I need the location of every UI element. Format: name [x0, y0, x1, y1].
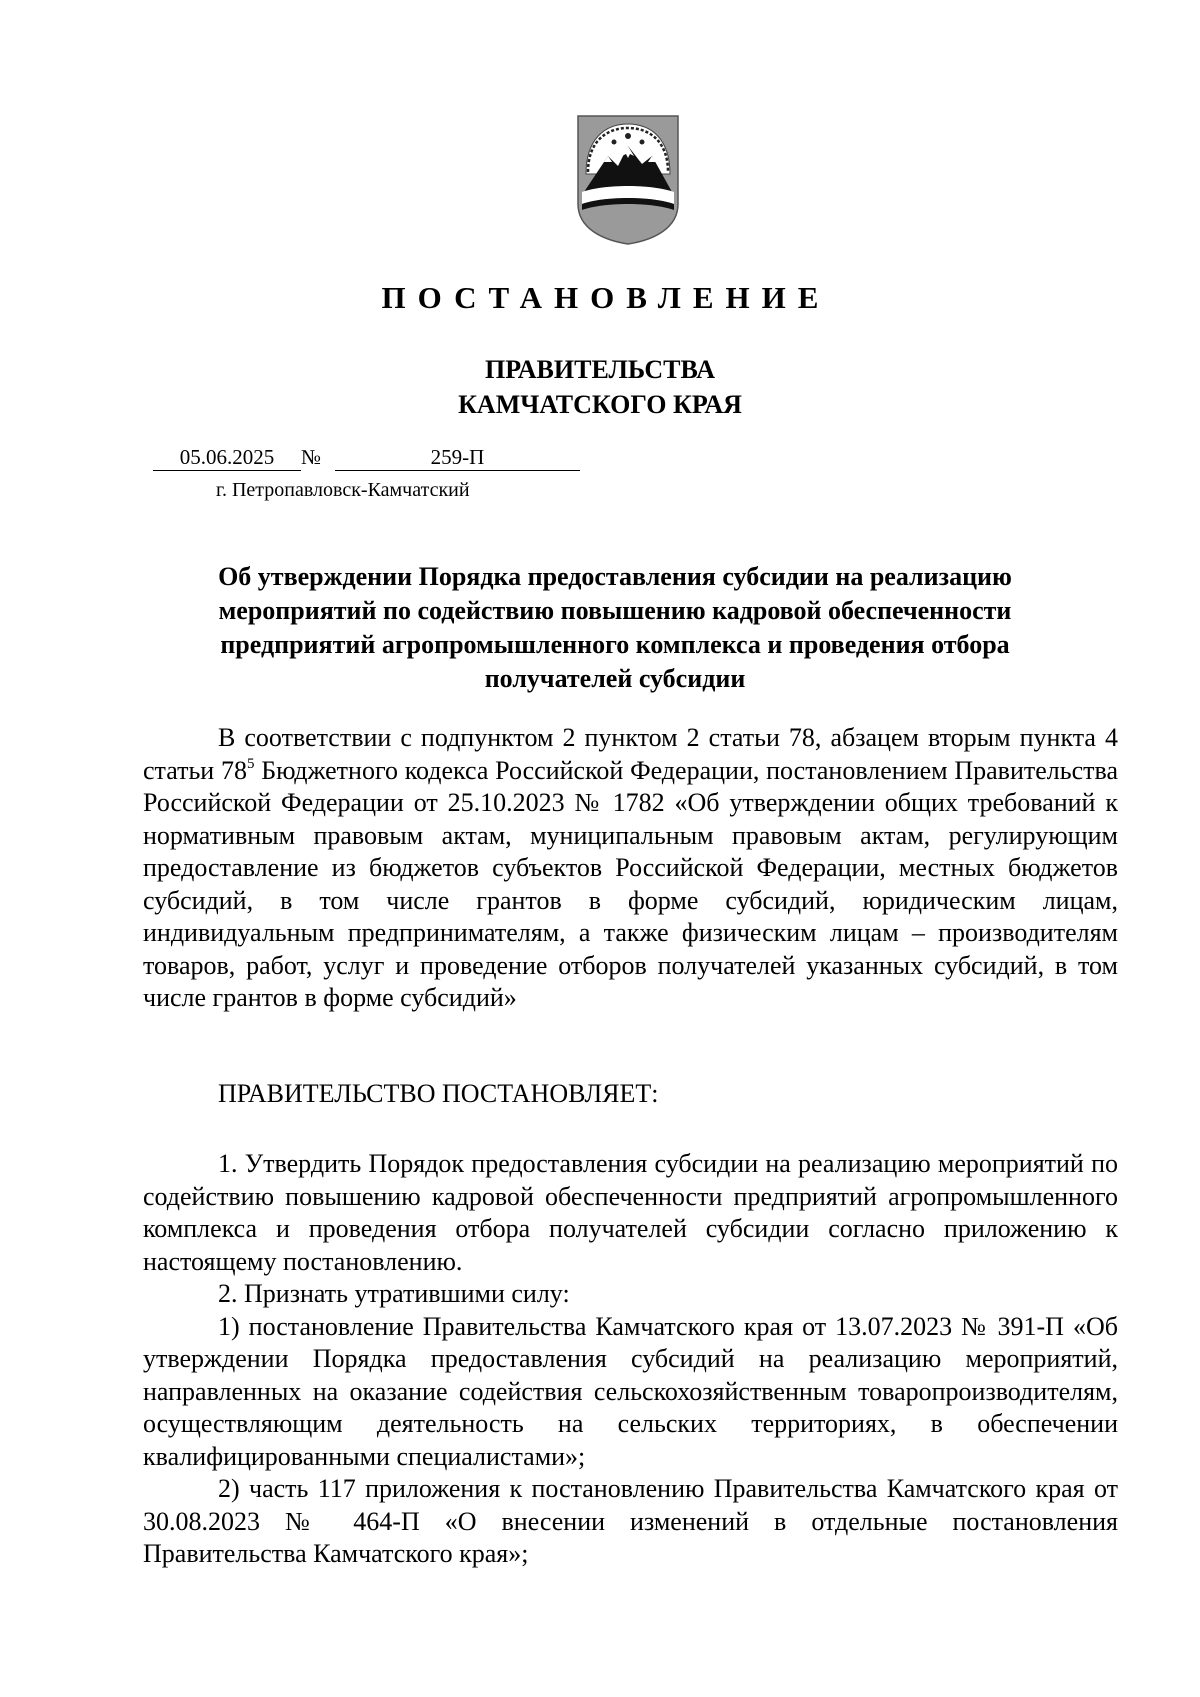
item-2-subitem-2: 2) часть 117 приложения к постановлению Правительства Камчатского края от 30.08.2023 № 464-П «О внесении изменений в отдельные постановления Правительства Камчатского края»;	[143, 1474, 1118, 1568]
city-name: г. Петропавловск-Камчатский	[216, 479, 470, 501]
document-date: 05.06.2025	[153, 444, 301, 471]
issuing-authority	[0, 352, 1200, 422]
superscript-5: 5	[246, 755, 255, 772]
number-sign: №	[301, 445, 322, 469]
document-type-heading: ПОСТАНОВЛЕНИЕ	[381, 280, 831, 315]
preamble	[143, 722, 1118, 1015]
item-1: 1. Утвердить Порядок предоставления субсидии на реализацию мероприятий по содействию повышению кадровой обеспеченности предприятий агропромышленного комплекса и проведения отбора получателей субсидии согласно приложению к настоящему постановлению.	[143, 1149, 1118, 1276]
authority-line-1: ПРАВИТЕЛЬСТВА	[485, 355, 715, 384]
item-2-subitem-1: 1) постановление Правительства Камчатского края от 13.07.2023 № 391-П «Об утверждении Порядка предоставления субсидий на реализацию мероприятий, направленных на оказание содействия сельскохозяйственным товаропроизводителям, осуществляющим деятельность на сельских территориях, в обеспечении квалифицированными специалистами»;	[143, 1311, 1118, 1471]
authority-line-2: КАМЧАТСКОГО КРАЯ	[458, 390, 742, 419]
document-title: Об утверждении Порядка предоставления субсидии на реализацию мероприятий по содействию повышению кадровой обеспеченности предприятий агропромышленного комплекса и проведения отбора получателей субсидии	[218, 562, 1012, 693]
preamble-part-2: Бюджетного кодекса Российской Федерации, постановлением Правительства Российской Федерации от 25.10.2023 № 1782 «Об утверждении общих требований к нормативным правовым актам, муниципальным правовым актам, регулирующим предоставление из бюджетов субъектов Российской Федерации, местных бюджетов субсидий, в том числе грантов в форме субсидий, юридическим лицам, индивидуальным предпринимателям, а также физическим лицам – производителям товаров, работ, услуг и проведение отборов получателей указанных субсидий, в том числе грантов в форме субсидий»	[143, 755, 1118, 1012]
coat-of-arms-emblem	[574, 112, 682, 246]
preamble-part-1: В соответствии с подпунктом 2 пунктом 2 статьи 78, абзацем вторым пункта 4 статьи 78	[143, 723, 1118, 785]
decree-statement: ПРАВИТЕЛЬСТВО ПОСТАНОВЛЯЕТ:	[218, 1079, 659, 1108]
decree-items	[143, 1148, 1118, 1571]
item-2: 2. Признать утратившими силу:	[218, 1279, 570, 1308]
preamble-paragraph	[143, 722, 1118, 1015]
document-number: 259-П	[335, 444, 580, 471]
